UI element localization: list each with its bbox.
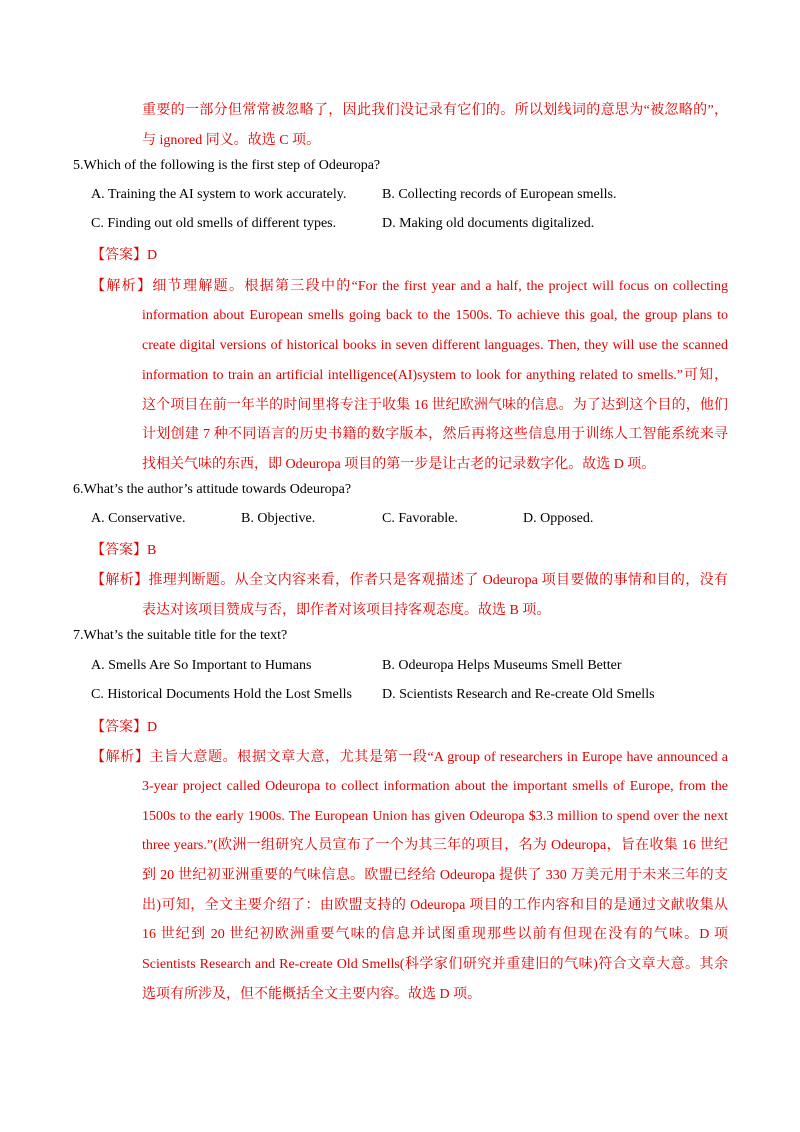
q5-answer: 【答案】D — [91, 248, 158, 263]
question-6: 6.What’s the author’s attitude towards Odeuropa? — [73, 482, 352, 497]
q7-analysis-line: 3-year project called Odeuropa to collect information about the important smells of Europe, from the — [142, 779, 728, 794]
q6-answer: 【答案】B — [91, 543, 157, 558]
q7-analysis-line: 16 世纪到 20 世纪初欧洲重要气味的信息并试图重现那些以前有但现在没有的气味。D 项 — [142, 927, 728, 942]
q7-analysis-line: 【解析】主旨大意题。根据文章大意，尤其是第一段“A group of researchers in Europe have announced a — [91, 750, 728, 765]
q7-analysis-line: 选项有所涉及，但不能概括全文主要内容。故选 D 项。 — [142, 987, 482, 1002]
question-5: 5.Which of the following is the first step of Odeuropa? — [73, 158, 381, 173]
q6-option-c: C. Favorable. — [382, 511, 458, 526]
prev-analysis-line-2: 与 ignored 同义。故选 C 项。 — [142, 133, 321, 148]
q7-answer: 【答案】D — [91, 720, 158, 735]
q5-analysis-line: create digital versions of historical books in seven different languages. Then, they will use the scanned — [142, 338, 728, 353]
q7-analysis-line: 出)可知，全文主要介绍了：由欧盟支持的 Odeuropa 项目的工作内容和目的是通过文献收集从 — [142, 898, 728, 913]
q5-analysis-line: 找相关气味的东西，即 Odeuropa 项目的第一步是让古老的记录数字化。故选 D 项。 — [142, 457, 656, 472]
q7-analysis-line: Scientists Research and Re-create Old Smells(科学家们研究并重建旧的气味)符合文章大意。其余 — [142, 957, 728, 972]
q5-analysis-line: 这个项目在前一年半的时间里将专注于收集 16 世纪欧洲气味的信息。为了达到这个目的，他们 — [142, 398, 728, 413]
q5-option-b: B. Collecting records of European smells. — [382, 187, 617, 202]
q5-analysis-line: 【解析】细节理解题。根据第三段中的“For the first year and a half, the project will focus on collecting — [91, 279, 728, 294]
q7-analysis-line: 1500s to the early 1900s. The European Union has given Odeuropa $3.3 million to spend over the next — [142, 809, 728, 824]
q7-analysis-line: three years.”(欧洲一组研究人员宣布了一个为其三年的项目，名为 Odeuropa，旨在收集 16 世纪 — [142, 838, 728, 853]
q6-option-d: D. Opposed. — [523, 511, 594, 526]
question-7: 7.What’s the suitable title for the text? — [73, 628, 288, 643]
q7-option-b: B. Odeuropa Helps Museums Smell Better — [382, 658, 622, 673]
q7-option-d: D. Scientists Research and Re-create Old Smells — [382, 687, 655, 702]
q6-analysis-line: 【解析】推理判断题。从全文内容来看，作者只是客观描述了 Odeuropa 项目要做的事情和目的，没有 — [91, 573, 728, 588]
q5-analysis-line: 计划创建 7 种不同语言的历史书籍的数字版本，然后再将这些信息用于训练人工智能系统来寻 — [142, 427, 728, 442]
q5-analysis-line: information about European smells going back to the 1500s. To achieve this goal, the group plans to — [142, 308, 728, 323]
q5-analysis-line: information to train an artificial intelligence(AI)system to look for anything related to smells.”可知， — [142, 368, 728, 383]
q6-option-a: A. Conservative. — [91, 511, 186, 526]
q5-option-c: C. Finding out old smells of different types. — [91, 216, 337, 231]
prev-analysis-line-1: 重要的一部分但常常被忽略了，因此我们没记录有它们的。所以划线词的意思为“被忽略的”， — [142, 103, 728, 118]
q5-option-a: A. Training the AI system to work accurately. — [91, 187, 347, 202]
q7-option-a: A. Smells Are So Important to Humans — [91, 658, 312, 673]
q5-option-d: D. Making old documents digitalized. — [382, 216, 595, 231]
q6-analysis-line: 表达对该项目赞成与否，即作者对该项目持客观态度。故选 B 项。 — [142, 603, 551, 618]
q7-option-c: C. Historical Documents Hold the Lost Smells — [91, 687, 352, 702]
q7-analysis-line: 到 20 世纪初亚洲重要的气味信息。欧盟已经给 Odeuropa 提供了 330 万美元用于未来三年的支 — [142, 868, 728, 883]
q6-option-b: B. Objective. — [241, 511, 316, 526]
